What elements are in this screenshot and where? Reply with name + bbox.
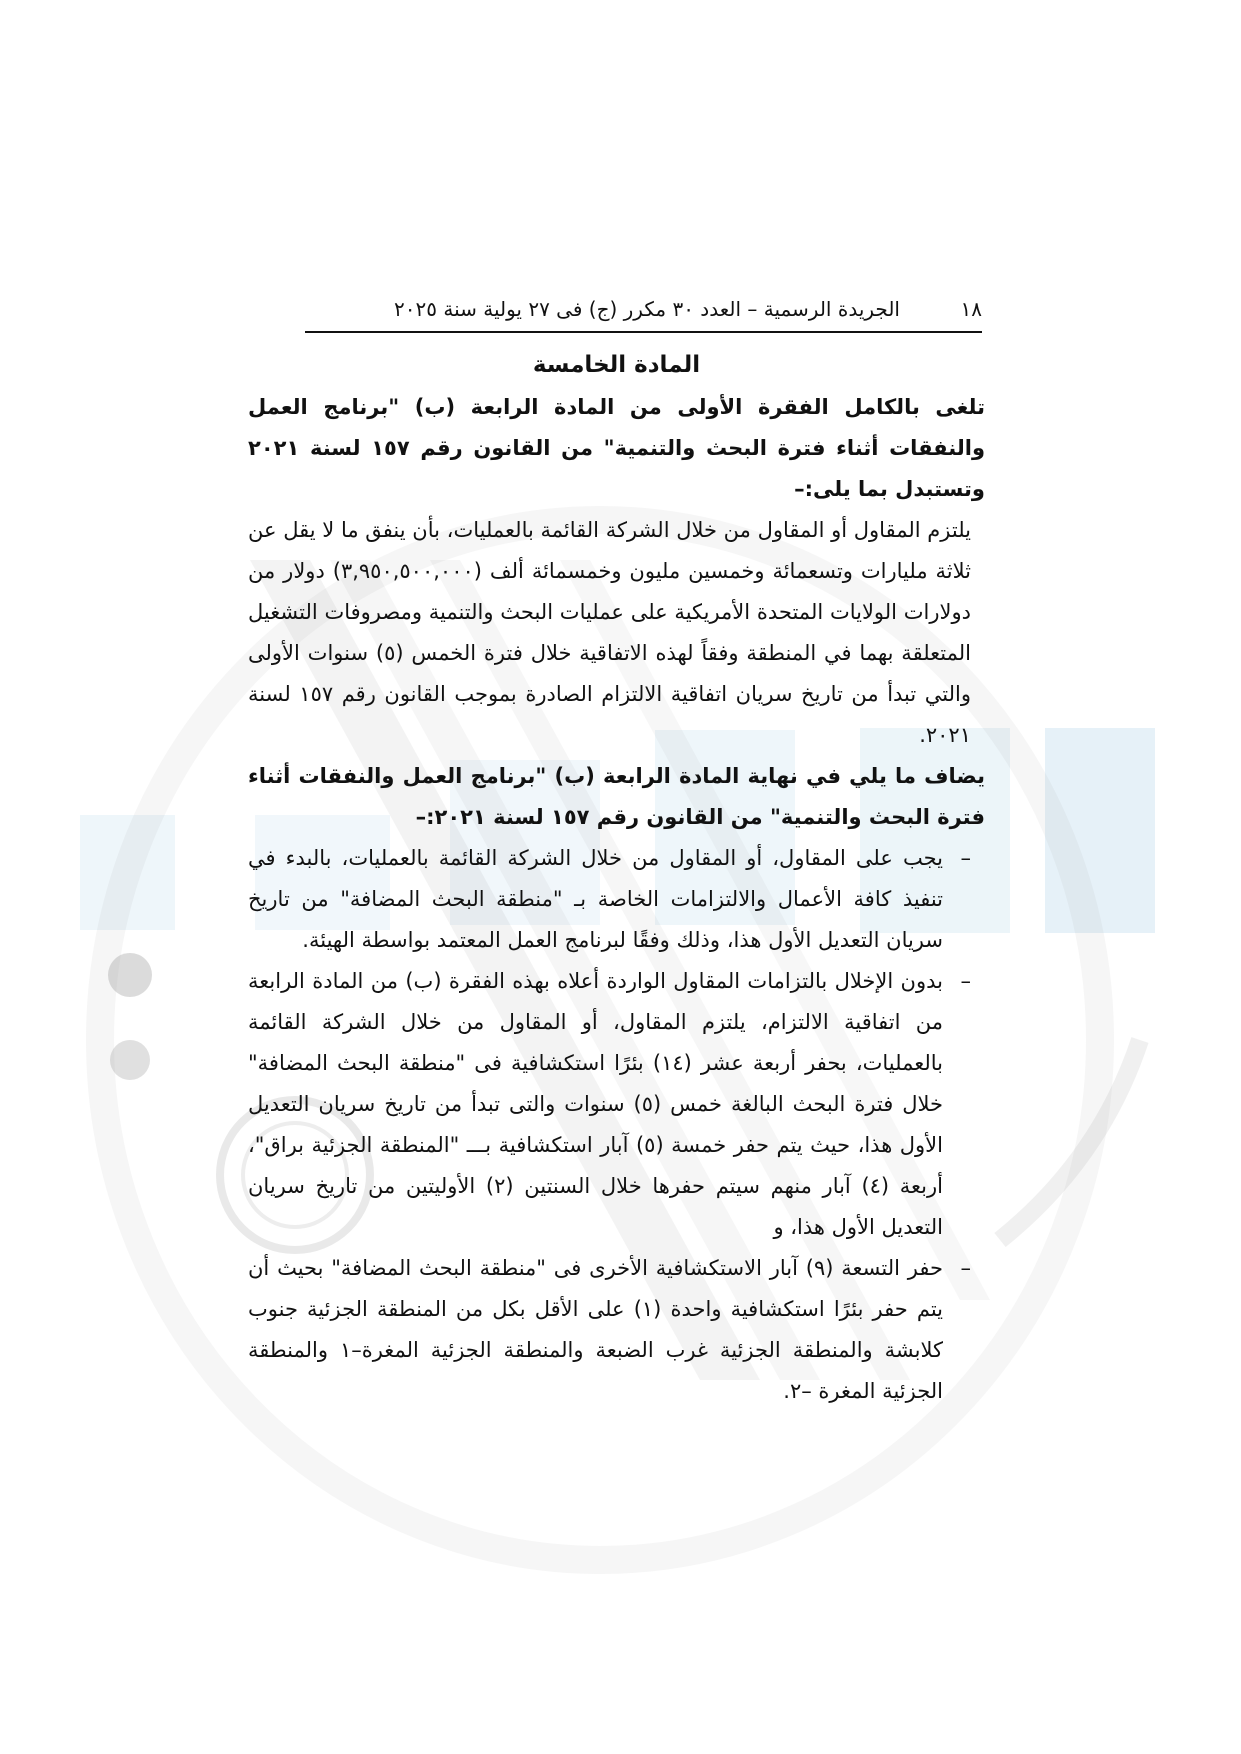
dash-bullet: –: [960, 969, 971, 993]
page-header: [305, 295, 982, 333]
list-item-text: بدون الإخلال بالتزامات المقاول الواردة أعلاه بهذه الفقرة (ب) من المادة الرابعة من اتفاقية الالتزام، يلتزم المقاول، أو المقاول من خلال الشركة القائمة بالعمليات، بحفر أربعة عشر (١٤) بئرًا استكشافية فى "منطقة البحث المضافة" خلال فترة البحث البالغة خمس (٥) سنوات والتى تبدأ من تاريخ سريان التعديل الأول هذا، حيث يتم حفر خمسة (٥) آبار استكشافية بـــ "المنطقة الجزئية براق"، أربعة (٤) آبار منهم سيتم حفرها خلال السنتين (٢) الأوليتين من تاريخ سريان التعديل الأول هذا، و: [248, 969, 944, 1239]
page-number: ١٨: [960, 297, 982, 321]
replacement-paragraph: يلتزم المقاول أو المقاول من خلال الشركة القائمة بالعمليات، بأن ينفق ما لا يقل عن ثلاثة مليارات وتسعمائة وخمسين مليون وخمسمائة ألف (٣,٩٥٠,٥٠٠,٠٠٠) دولار من دولارات الولايات المتحدة الأمريكية على عمليات البحث والتنمية ومصروفات التشغيل المتعلقة بهما في المنطقة وفقاً لهذه الاتفاقية خلال فترة الخمس (٥) سنوات الأولى والتي تبدأ من تاريخ سريان اتفاقية الالتزام الصادرة بموجب القانون رقم ١٥٧ لسنة ٢٠٢١.: [248, 518, 972, 747]
article-content: [248, 345, 985, 1412]
list-item: [248, 961, 971, 1248]
gazette-header-title: الجريدة الرسمية – العدد ٣٠ مكرر (ج) فى ٢٧ يولية سنة ٢٠٢٥: [394, 297, 900, 321]
list-item: [248, 838, 971, 961]
list-item-text: حفر التسعة (٩) آبار الاستكشافية الأخرى فى "منطقة البحث المضافة" بحيث أن يتم حفر بئرًا استكشافية واحدة (١) على الأقل بكل من المنطقة الجزئية جنوب كلابشة والمنطقة الجزئية غرب الضبعة والمنطقة الجزئية المغرة–١ والمنطقة الجزئية المغرة –٢.: [248, 1256, 944, 1403]
dash-bullet: –: [960, 846, 971, 870]
amendment-intro-1: تلغى بالكامل الفقرة الأولى من المادة الرابعة (ب) "برنامج العمل والنفقات أثناء فترة البحث والتنمية" من القانون رقم ١٥٧ لسنة ٢٠٢١ وتستبدل بما يلى:–: [248, 395, 986, 501]
list-item-text: يجب على المقاول، أو المقاول من خلال الشركة القائمة بالعمليات، بالبدء في تنفيذ كافة الأعمال والالتزامات الخاصة بـ "منطقة البحث المضافة" من تاريخ سريان التعديل الأول هذا، وذلك وفقًا لبرنامج العمل المعتمد بواسطة الهيئة.: [248, 846, 943, 952]
amendment-intro-2: يضاف ما يلي في نهاية المادة الرابعة (ب) "برنامج العمل والنفقات أثناء فترة البحث والتنمية" من القانون رقم ١٥٧ لسنة ٢٠٢١:–: [248, 764, 985, 829]
dash-bullet: –: [960, 1256, 971, 1280]
list-item: [248, 1248, 971, 1412]
article-title: المادة الخامسة: [532, 352, 701, 378]
